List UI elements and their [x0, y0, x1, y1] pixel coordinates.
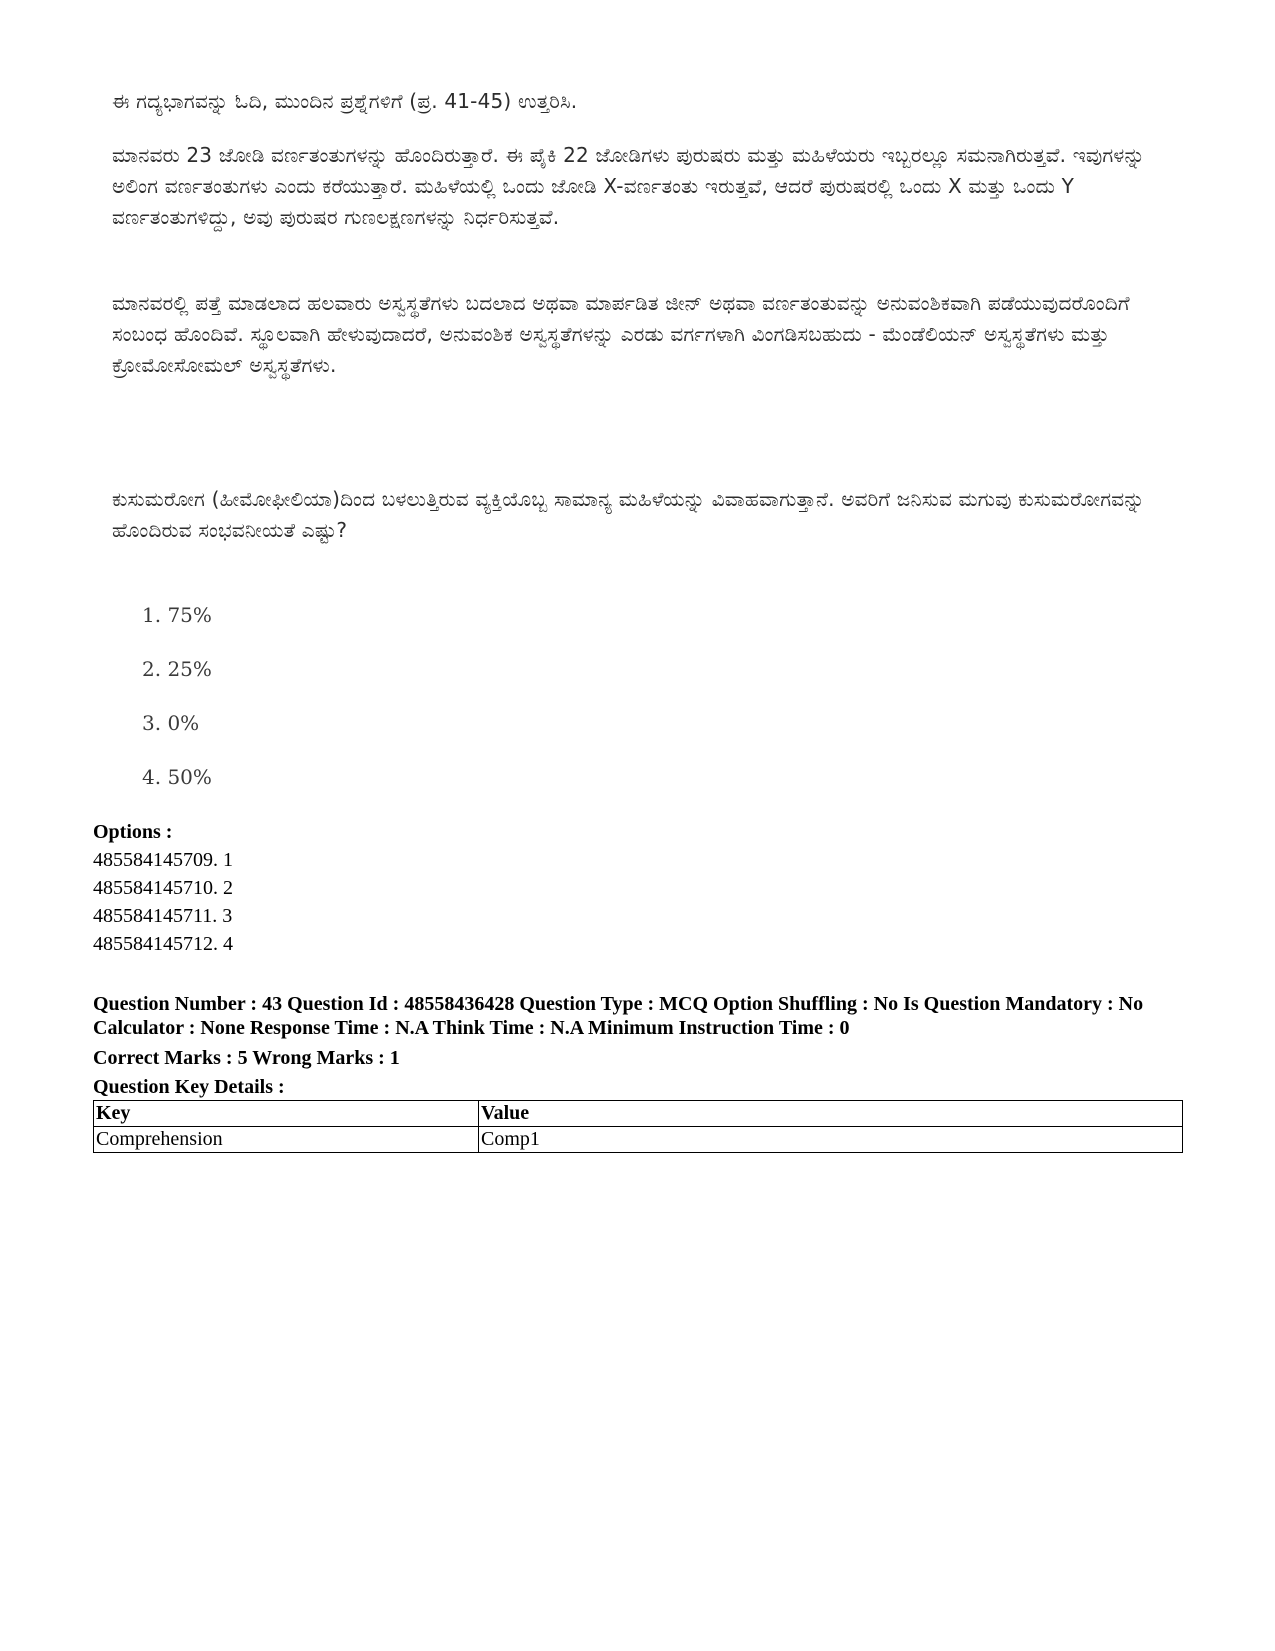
passage-intro: ಈ ಗದ್ಯಭಾಗವನ್ನು ಓದಿ, ಮುಂದಿನ ಪ್ರಶ್ನೆಗಳಿಗೆ (ಪ್ರ. 41-45) ಉತ್ತರಿಸಿ.: [112, 89, 578, 113]
table-cell-key: Comprehension: [94, 1127, 479, 1153]
option-item: 485584145711. 3: [93, 905, 233, 927]
question-text: ಕುಸುಮರೋಗ (ಹೀಮೋಫೀಲಿಯಾ)ದಿಂದ ಬಳಲುತ್ತಿರುವ ವ್ಯಕ್ತಿಯೊಬ್ಬ ಸಾಮಾನ್ಯ ಮಹಿಳೆಯನ್ನು ವಿವಾಹವಾಗುತ್ತಾನೆ. ಅವರಿಗೆ ಜನಿಸುವ ಮಗುವು ಕುಸುಮರೋಗವನ್ನು ಹೊಂದಿರುವ ಸಂಭವನೀಯತೆ ಎಷ್ಟು?: [112, 487, 1145, 542]
options-section: [93, 818, 233, 958]
answer-choices: [142, 600, 212, 816]
table-row: [94, 1127, 1183, 1153]
option-item: 485584145709. 1: [93, 849, 233, 871]
question-meta: [93, 992, 1203, 1099]
passage-paragraph-1: ಮಾನವರು 23 ಜೋಡಿ ವರ್ಣತಂತುಗಳನ್ನು ಹೊಂದಿರುತ್ತಾರೆ. ಈ ಪೈಕಿ 22 ಜೋಡಿಗಳು ಪುರುಷರು ಮತ್ತು ಮಹಿಳೆಯರು ಇಬ್ಬರಲ್ಲೂ ಸಮನಾಗಿರುತ್ತವೆ. ಇವುಗಳನ್ನು ಅಲಿಂಗ ವರ್ಣತಂತುಗಳು ಎಂದು ಕರೆಯುತ್ತಾರೆ. ಮಹಿಳೆಯಲ್ಲಿ ಒಂದು ಜೋಡಿ X-ವರ್ಣತಂತು ಇರುತ್ತವೆ, ಆದರೆ ಪುರುಷರಲ್ಲಿ ಒಂದು X ಮತ್ತು ಒಂದು Y ವರ್ಣತಂತುಗಳಿದ್ದು, ಅವು ಪುರುಷರ ಗುಣಲಕ್ಷಣಗಳನ್ನು ನಿರ್ಧರಿಸುತ್ತವೆ.: [112, 143, 1145, 229]
key-details-title: Question Key Details :: [93, 1076, 285, 1098]
option-item: 485584145710. 2: [93, 877, 233, 899]
key-details-table: [93, 1100, 1183, 1153]
marks-line: Correct Marks : 5 Wrong Marks : 1: [93, 1047, 400, 1069]
table-cell-value: Comp1: [479, 1127, 1183, 1153]
answer-choice: 1. 75%: [142, 603, 212, 627]
table-header-value: Value: [479, 1101, 1183, 1127]
question-meta-line: Question Number : 43 Question Id : 48558436428 Question Type : MCQ Option Shuffling : No Is Question Mandatory : No Calculator : None Response Time : N.A Think Time : N.A Minimum Instruction Time : 0: [93, 993, 1144, 1039]
answer-choice: 2. 25%: [142, 657, 212, 681]
option-item: 485584145712. 4: [93, 933, 233, 955]
answer-choice: 4. 50%: [142, 765, 212, 789]
passage-paragraph-2: ಮಾನವರಲ್ಲಿ ಪತ್ತೆ ಮಾಡಲಾದ ಹಲವಾರು ಅಸ್ವಸ್ಥತೆಗಳು ಬದಲಾದ ಅಥವಾ ಮಾರ್ಪಡಿತ ಜೀನ್ ಅಥವಾ ವರ್ಣತಂತುವನ್ನು ಅನುವಂಶಿಕವಾಗಿ ಪಡೆಯುವುದರೊಂದಿಗೆ ಸಂಬಂಧ ಹೊಂದಿವೆ. ಸ್ಥೂಲವಾಗಿ ಹೇಳುವುದಾದರೆ, ಅನುವಂಶಿಕ ಅಸ್ವಸ್ಥತೆಗಳನ್ನು ಎರಡು ವರ್ಗಗಳಾಗಿ ವಿಂಗಡಿಸಬಹುದು - ಮೆಂಡೆಲಿಯನ್ ಅಸ್ವಸ್ಥತೆಗಳು ಮತ್ತು ಕ್ರೋಮೋಸೋಮಲ್ ಅಸ್ವಸ್ಥತೆಗಳು.: [112, 291, 1130, 377]
table-header-row: [94, 1101, 1183, 1127]
options-title: Options :: [93, 821, 173, 843]
table-header-key: Key: [94, 1101, 479, 1127]
answer-choice: 3. 0%: [142, 711, 200, 735]
